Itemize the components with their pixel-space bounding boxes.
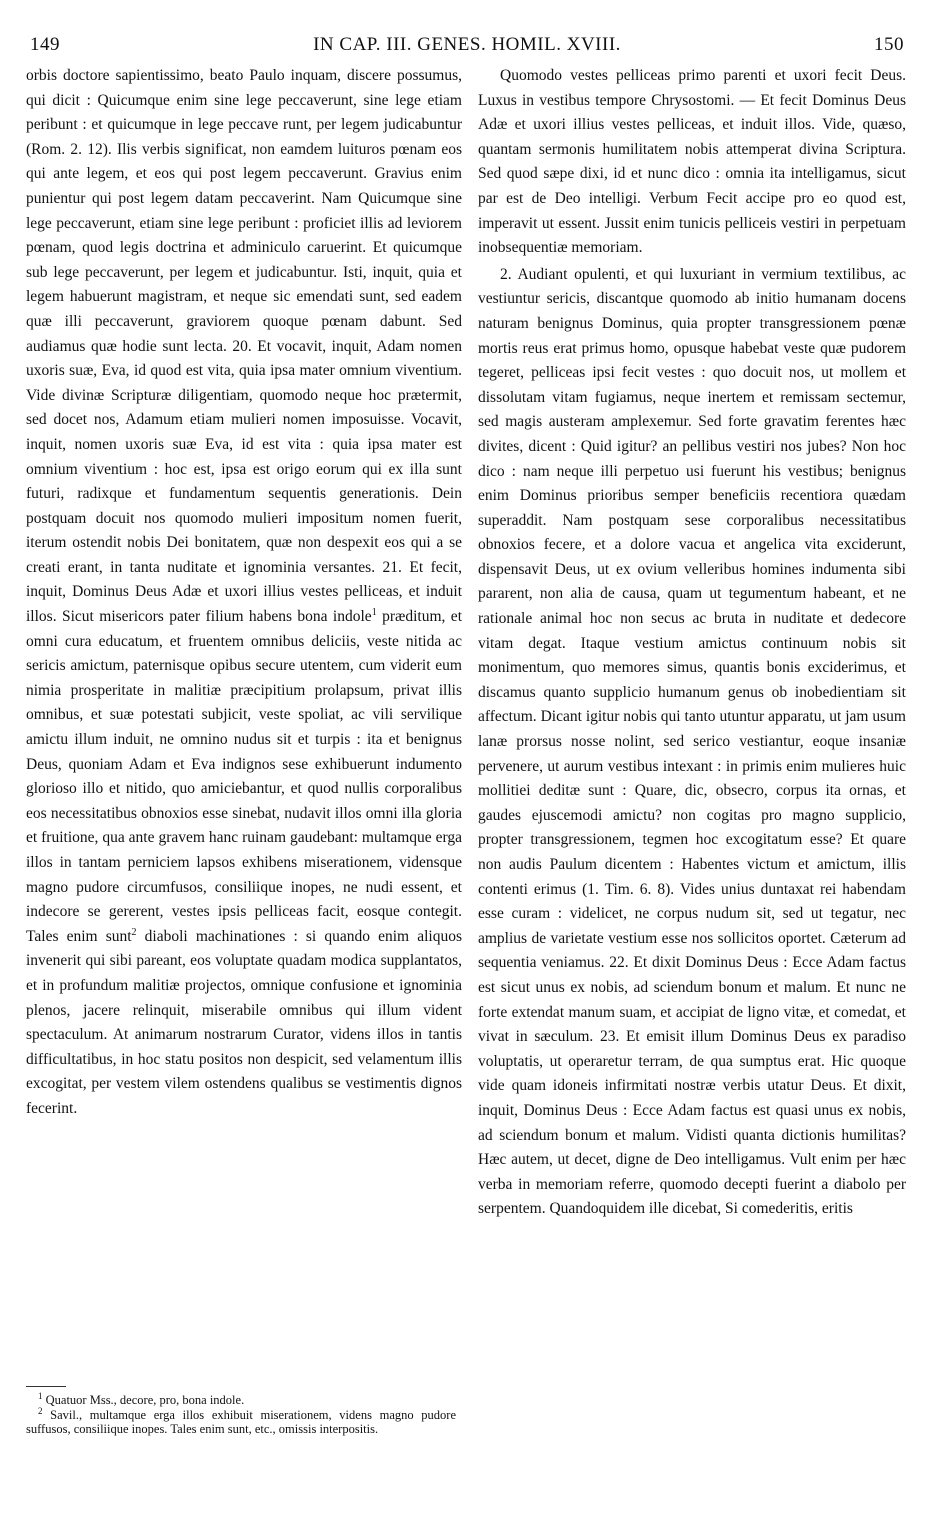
footnote-ref-1: 1 xyxy=(371,606,377,618)
footnote-1-text: Quatuor Mss., decore, pro, bona indole. xyxy=(45,1393,245,1407)
footnote-2-mark: 2 xyxy=(38,1405,43,1416)
footnote-2-text: Savil., multamque erga illos exhibuit miserationem, videns magno pudore suffusos, consiliique inopes. Tales enim sunt, etc., omissis interpositis. xyxy=(26,1407,456,1436)
footnote-1 xyxy=(26,1390,456,1408)
right-paragraph-1: Quomodo vestes pelliceas primo parenti et uxori fecit Deus. Luxus in vestibus tempore Chrysostomi. — Et fecit Dominus Deus Adæ et uxori illius vestes pelliceas, et induit illos. Vide, quæso, quantam sermonis humilitatem nobis attemperat divina Scriptura. Sed quod sæpe dixi, id et nunc dico : omnia ita intelligamus, sicut par est de Deo intelligi. Verbum Fecit accipe pro eo quod est, imperavit ut essent. Jussit enim tunicis pelliceis vestiri in perpetuam inobsequentiæ memoriam. xyxy=(478,67,906,257)
left-paragraph-1 xyxy=(26,64,462,1122)
running-header xyxy=(30,34,904,60)
footnote-1-mark: 1 xyxy=(38,1390,43,1401)
left-text-b: præditum, et omni cura educatum, et fruentem omnibus deliciis, veste nitida ac sericis amictum, paternisque opibus secure utentem, cum viderit eum nimia prosperitate in malitiæ præcipitium prolapsum, privat illis omnibus, et suæ potestati subjicit, veste spoliat, ac vili servilique amictu illum induit, ne omnino nudus sit et turpis : ita et benignus Deus, quoniam Adam et Eva indignos sese exhibuerunt indumento glorioso illo et nitido, quo amiciebantur, et quod nullis corporalibus eos necessitatibus obnoxios esse sinebat, nudavit illos omni illa gloria et fruitione, qua ante gravem hanc ruinam gaudebant: multamque erga illos in tantam perniciem lapsos exhibens miserationem, vidensque magno pudore circumfusos, consiliique inopes, ne nudi essent, et indecore se gererent, vestes ipsis pelliceas facit, eosque contegit. Tales enim sunt xyxy=(26,608,462,945)
running-title: IN CAP. III. GENES. HOMIL. XVIII. xyxy=(313,34,621,55)
right-paragraph-2: 2. Audiant opulenti, et qui luxuriant in vermium textilibus, ac vestiuntur sericis, discantque quomodo ab initio humanam docens naturam benignus Dominus, quia propter transgressionem pœnæ mortis reus erat primus homo, opusque habebat veste quæ pudorem tegeret, pelliceas ipsi fecit vestes : quo docuit nos, ut mollem et dissolutam vitam fugiamus, neque inertem et remissam sectemur, sed magis austeram amplexemur. Sed forte gravatim ferentes hæc divites, dicent : Quid igitur? an pellibus vestiri nos jubes? Non hoc dico : nam neque illi perpetuo usi fuerunt his vestibus; benignus enim Dominus prioribus semper beneficiis recentiora quædam superaddit. Nam postquam sese corporalibus necessitatibus obnoxios fecere, et a dolore vacua et angelica vita exciderunt, dispensavit Deus, ut ex ovium velleribus homines indumenta sibi pararent, non alia de causa, quam ut tegumentum habeant, et ne rationale animal hoc non secus ac bruta in nuditate et dedecore vitam degat. Itaque vestium amictus continuum nobis sit monimentum, quo memores simus, quantis bonis exciderimus, et discamus quanto supplicio humanum genus ob inobedientiam sit affectum. Dicant igitur nobis qui tanto utuntur apparatu, ut jam usum lanæ prorsus nosse nolint, sed serico vestiantur, eoque insaniæ pervenere, ut aurum vestibus intexant : in primis enim mulieres huic mollitiei deditæ sunt : Quare, dic, obsecro, corpus ita ornas, et gaudes ejuscemodi amictu? non cogitas pro magno supplicio, propter transgressionem, tegmen hoc excogitatum esse? Et quare non audis Paulum dicentem : Habentes victum et amictum, illis contenti erimus (1. Tim. 6. 8). Vides unius duntaxat rei habendam esse curam : videlicet, ne corpus nudum sit, sed ut tegatur, nec amplius de varietate vestium esse nos sollicitos oportet. Cæterum ad sequentia veniamus. 22. Et dixit Dominus Deus : Ecce Adam factus est sicut unus ex nobis, ad sciendum bonum et malum. Et nunc ne forte extendat manum suam, et accipiat de ligno vitæ, et comedat, et vivat in sæculum. 23. Et emisit illum Dominus Deus ex paradiso voluptatis, ut operaretur terram, de qua sumptus erat. Hic quoque vide quam idoneis infirmitati nostræ verbis utatur Deus. Et dixit, inquit, Dominus Deus : Ecce Adam factus est quasi unus ex nobis, ad sciendum bonum et malum. Vidisti quanta dictionis humilitas? Hæc autem, ut decet, digne de Deo intelligamus. Vult enim per hæc verba in memoriam referre, quomodo decepti fuerint a diabolo per serpentem. Quandoquidem ille dicebat, Si comederitis, eritis xyxy=(478,265,906,1218)
footnote-rule xyxy=(26,1386,66,1387)
page-number-right: 150 xyxy=(874,34,904,55)
left-text-a: orbis doctore sapientissimo, beato Paulo inquam, discere possumus, qui dicit : Quicumque enim sine lege peccaverunt, sine lege etiam peribunt : et quicumque in lege peccave runt, per legem judicabuntur (Rom. 2. 12). Ilis verbis significat, non eamdem luituros pœnam eos qui ante legem, et eos qui post legem peccaverunt. Gravius enim punientur qui post legem datam peccaverint. Nam Quicumque sine lege peccaverunt, etiam sine lege peribunt : proficiet illis ad leviorem pœnam, quod legis doctrina et adminiculo caruerint. Et quicumque sub lege peccaverunt, per legem et judicabuntur. Isti, inquit, quia et legem habuerunt magistram, et neque sic emendati sunt, sed eadem quæ illi peccaverunt, graviorem quoque pœnam dabunt. Sed audiamus quæ hodie sunt lecta. 20. Et vocavit, inquit, Adam nomen uxoris suæ, Eva, id quod est vita, quia ipsa mater omnium viventium. Vide divinæ Scripturæ diligentiam, quomodo neque hoc prætermit, sed docet nos, Adamum etiam mulieri nomen imposuisse. Vocavit, inquit, nomen uxoris suæ Eva, id est vita : quia ipsa mater est omnium viventium : hoc est, ipsa est origo eorum qui ex illa sunt futuri, radixque et fundamentum sequentis generationis. Dein postquam docuit nos quomodo mulieri impositum nomen fuerit, iterum ostendit nobis Dei bonitatem, quæ non despexit eos qui a se creati erant, in tanta nuditate et ignominia versantes. 21. Et fecit, inquit, Dominus Deus Adæ et uxori illius vestes pelliceas, et induit illos. Sicut misericors pater filium habens bona indole xyxy=(26,67,462,626)
right-column xyxy=(478,64,906,1222)
footnote-2 xyxy=(26,1405,456,1437)
footnotes xyxy=(26,1386,456,1437)
footnote-ref-2: 2 xyxy=(131,926,137,938)
page-number-left: 149 xyxy=(30,34,60,55)
left-text-c: diaboli machinationes : si quando enim aliquos invenerit qui sibi pareant, eos voluptate quadam modica supplantatos, et in profundum malitiæ projectos, omnique confusione et ignominia plenos, jacere relinquit, miserabile omnibus qui illum vident spectaculum. At animarum nostrarum Curator, videns illos in tantis difficultatibus, in hoc statu positos non despicit, sed velamentum illis excogitat, per vestem vilem ostendens qualibus se vestimentis dignos fecerint. xyxy=(26,927,462,1117)
left-column xyxy=(26,64,462,1122)
